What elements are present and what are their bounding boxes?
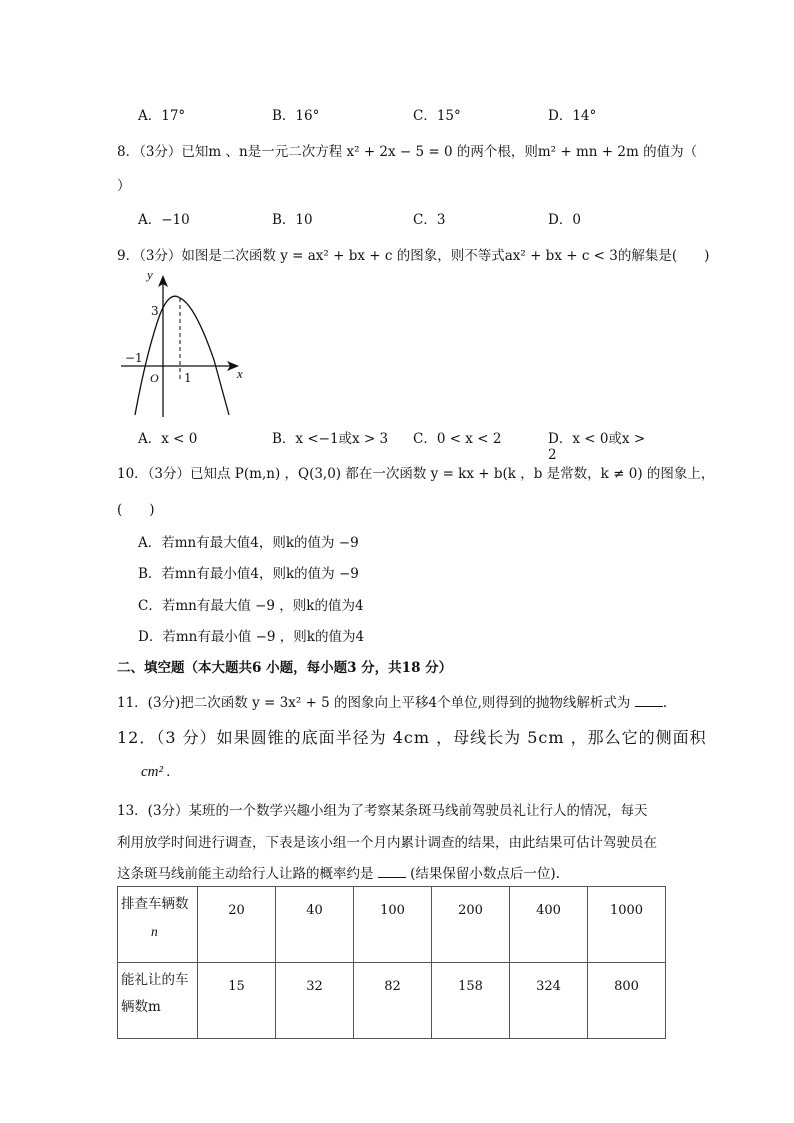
- table-cell: 200: [432, 887, 510, 963]
- q10-option-c[interactable]: C．若mn有最大值 −9 ，则k的值为4: [138, 598, 364, 614]
- q12-unit: cm² .: [141, 764, 171, 780]
- q7-option-c[interactable]: C．15°: [413, 108, 461, 124]
- q11-end: .: [662, 695, 667, 711]
- q7-option-a[interactable]: A．17°: [138, 108, 186, 124]
- q8-stem-cont: ）: [117, 178, 131, 194]
- q9-stem: 9．（3分）如图是二次函数 y = ax² + bx + c 的图象，则不等式ax² + bx + c < 3的解集是( ): [117, 248, 710, 264]
- q8-option-b[interactable]: B．10: [272, 212, 313, 228]
- q9-option-b[interactable]: B．x <−1或x > 3: [272, 431, 389, 447]
- table-cell: 15: [198, 963, 276, 1039]
- table-cell: 324: [510, 963, 588, 1039]
- survey-table: [117, 886, 666, 1039]
- q13-line3-end: (结果保留小数点后一位).: [410, 866, 560, 882]
- row1-header-var: n: [151, 924, 158, 939]
- q10-stem: 10．（3分）已知点 P(m,n) ，Q(3,0) 都在一次函数 y = kx + b(k ，b 是常数，k ≠ 0) 的图象上，: [117, 466, 715, 482]
- q12: [141, 762, 171, 781]
- q10-option-b[interactable]: B．若mn有最小值4，则k的值为 −9: [138, 566, 359, 582]
- q11: [117, 691, 667, 711]
- q7-option-b[interactable]: B．16°: [272, 108, 320, 124]
- q7-options: [138, 104, 658, 126]
- table-row: [118, 963, 666, 1039]
- q9-option-d[interactable]: D．x < 0或x > 2: [548, 431, 646, 463]
- graph-tick-3: 3: [151, 304, 159, 318]
- row1-header: [118, 887, 198, 963]
- q10-option-d[interactable]: D．若mn有最小值 −9 ，则k的值为4: [138, 629, 365, 645]
- q9-parabola-graph: [117, 265, 257, 420]
- q8-option-d[interactable]: D．0: [548, 212, 581, 228]
- table-cell: 40: [276, 887, 354, 963]
- q10-stem-cont: ( ): [117, 502, 155, 518]
- q12-stem: 12．（3 分）如果圆锥的底面半径为 4cm ，母线长为 5cm ，那么它的侧面积: [117, 728, 707, 747]
- q13-answer-blank[interactable]: [378, 865, 406, 878]
- q8-option-a[interactable]: A．−10: [138, 212, 190, 228]
- q11-stem: 11．(3分)把二次函数 y = 3x² + 5 的图象向上平移4个单位,则得到的抛物线解析式为: [117, 695, 631, 711]
- row1-header-text: 排查车辆数: [121, 896, 189, 912]
- table-cell: 100: [354, 887, 432, 963]
- q8-options: [138, 208, 658, 230]
- q8-stem: 8．（3分）已知m 、n是一元二次方程 x² + 2x − 5 = 0 的两个根，则m² + mn + 2m 的值为（: [117, 144, 698, 160]
- table-cell: 1000: [588, 887, 666, 963]
- row2-header: [118, 963, 198, 1039]
- q11-answer-blank[interactable]: [635, 694, 663, 707]
- table-cell: 20: [198, 887, 276, 963]
- parabola-curve: [135, 296, 229, 415]
- q13-line1: 13．(3分）某班的一个数学兴趣小组为了考察某条斑马线前驾驶员礼让行人的情况，每天: [117, 803, 648, 819]
- graph-y-label: y: [147, 267, 153, 282]
- section-heading: 二、填空题（本大题共6 小题，每小题3 分，共18 分）: [117, 660, 453, 676]
- q9-option-c[interactable]: C．0 < x < 2: [413, 431, 502, 447]
- graph-origin: O: [150, 371, 159, 385]
- q10-option-a[interactable]: A．若mn有最大值4，则k的值为 −9: [138, 535, 359, 551]
- graph-x-label: x: [237, 366, 243, 381]
- q9-options: [138, 427, 658, 463]
- q9-option-a[interactable]: A．x < 0: [138, 431, 198, 447]
- table-cell: 32: [276, 963, 354, 1039]
- table-cell: 800: [588, 963, 666, 1039]
- table-row: [118, 887, 666, 963]
- table-cell: 400: [510, 887, 588, 963]
- row2-header-text: 能礼让的车: [121, 972, 189, 988]
- table-cell: 158: [432, 963, 510, 1039]
- graph-tick-neg1: −1: [125, 351, 143, 365]
- table-cell: 82: [354, 963, 432, 1039]
- row2-header-var: 辆数m: [121, 999, 161, 1015]
- q13-line2: 利用放学时间进行调查，下表是该小组一个月内累计调查的结果，由此结果可估计驾驶员在: [117, 835, 657, 851]
- graph-tick-1: 1: [184, 371, 192, 385]
- q13-line3-start: 这条斑马线前能主动给行人让路的概率约是: [117, 866, 374, 882]
- q13-line3: [117, 862, 560, 882]
- q8-option-c[interactable]: C．3: [413, 212, 446, 228]
- q7-option-d[interactable]: D．14°: [548, 108, 597, 124]
